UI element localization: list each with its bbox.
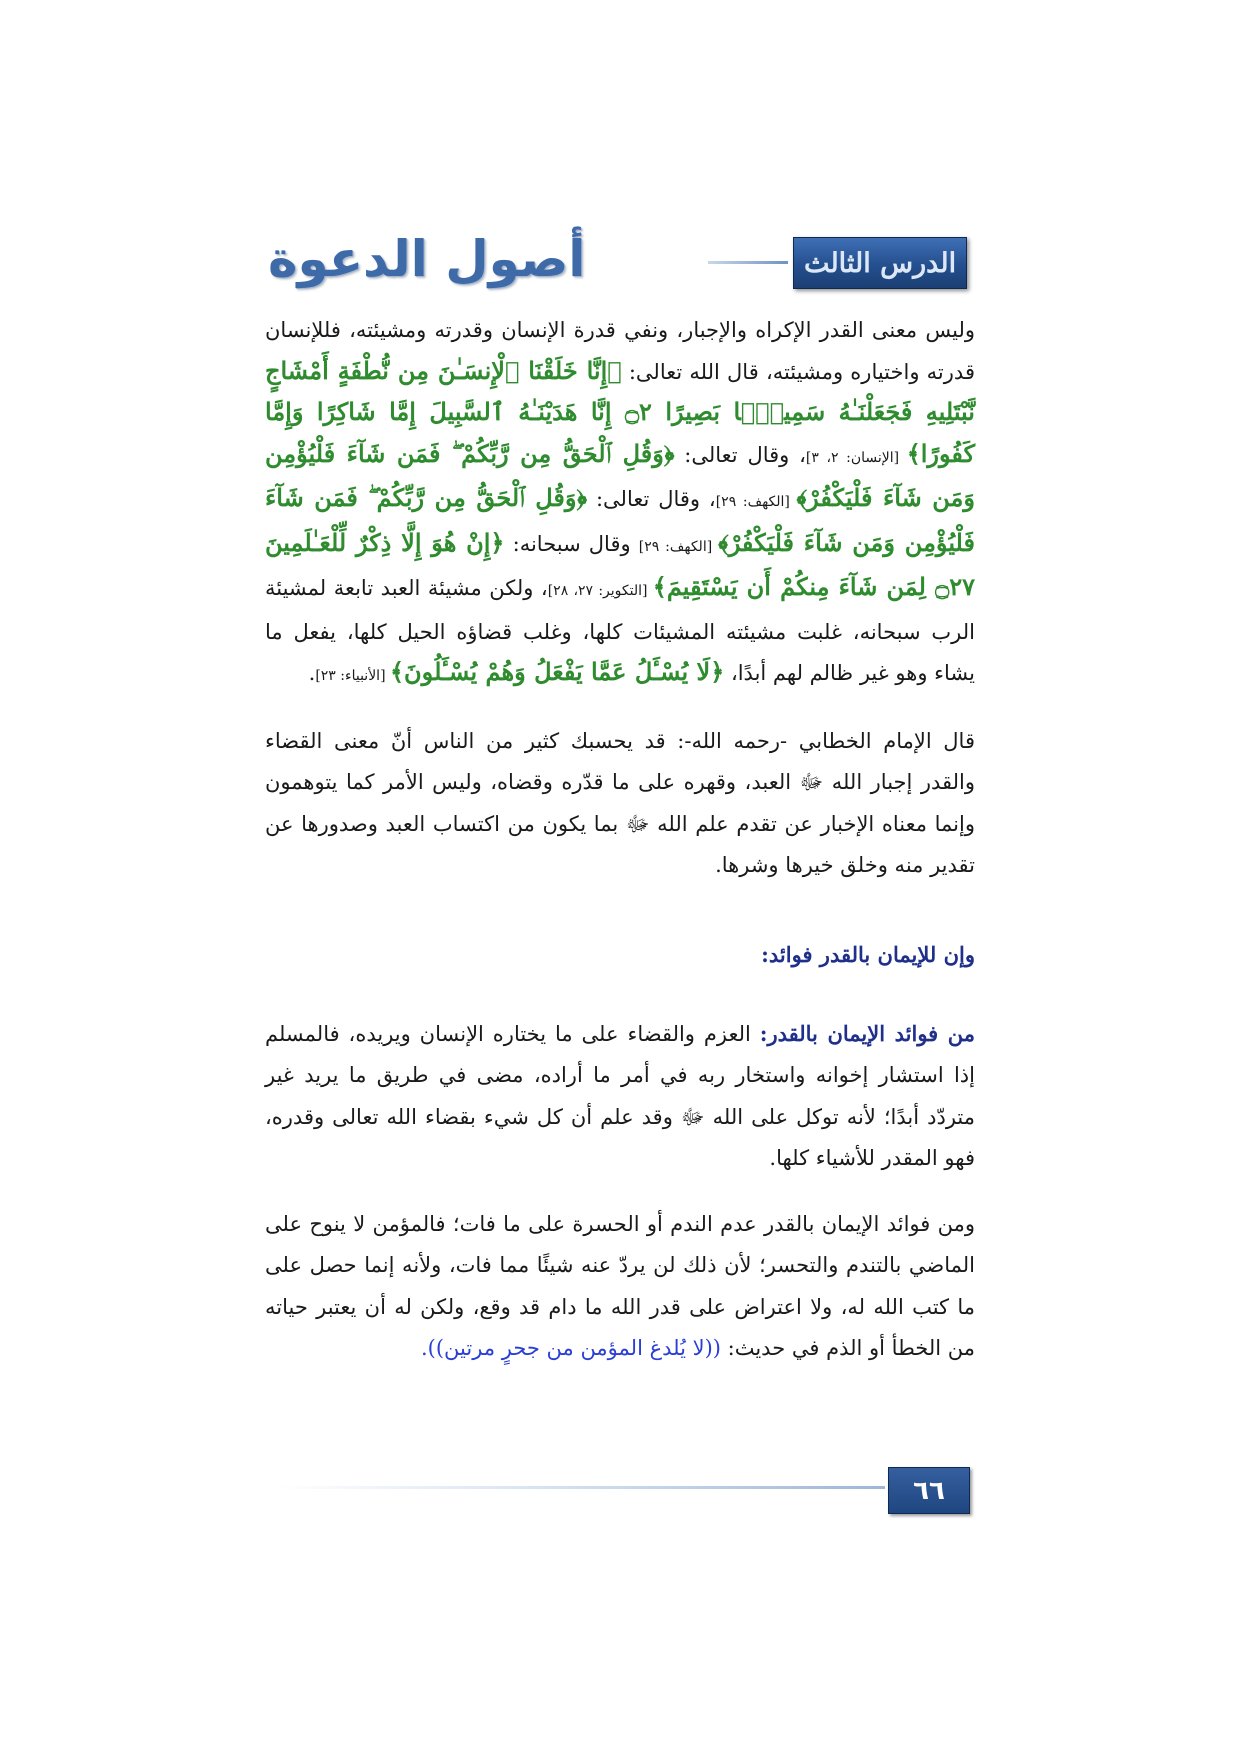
paragraph-khattabi-quote: قال الإمام الخطابي -رحمه الله-: قد يحسبك كثير من الناس أنّ معنى القضاء والقدر إجبار الله ﷻ العبد، وقهره على ما قدّره وقضاه، وليس الأمر كما يتوهمون وإنما معناه الإخبار عن تقدم علم الله ﷻ بما يكون من اكتساب العبد وصدورها عن تقدير منه وخلق خيرها وشرها. (265, 728, 976, 877)
header-divider (708, 261, 788, 264)
page-content (265, 310, 975, 1370)
hadith-quote: ((لا يُلدغ المؤمن من جحرٍ مرتين)). (421, 1336, 721, 1360)
footer-divider (275, 1486, 885, 1489)
quran-verse: ﴿وَقُلِ ٱلْحَقُّ مِن رَّبِّكُمْ ۖ فَمَن شَآءَ فَلْيُؤْمِن وَمَن شَآءَ فَلْيَكْفُرْ﴾ (265, 438, 975, 512)
paragraph-benefit-resolve (265, 1013, 975, 1180)
quran-verse: ﴿إِنْ هُوَ إِلَّا ذِكْرٌ لِّلْعَـٰلَمِينَ ۝٢٧ لِمَن شَآءَ مِنكُمْ أَن يَسْتَقِيمَ﴾ (265, 527, 976, 601)
text-span: ، ولكن مشيئة العبد تابعة لمشيئة الرب سبحانه، غلبت مشيئته المشيئات كلها، وغلب قضاؤه الحيل كلها، يفعل ما يشاء وهو غير ظالم لهم أبدًا، (265, 576, 975, 685)
paragraph-qadar-meaning (265, 310, 975, 697)
text-span: وليس معنى القدر الإكراه والإجبار، ونفي قدرة الإنسان وقدرته ومشيئته، فللإنسان قدرته واختياره ومشيئته، قال الله تعالى: (265, 318, 975, 384)
page-header (0, 225, 1240, 295)
benefit-lead: من فوائد الإيمان بالقدر: (759, 1020, 975, 1046)
verse-reference: [الإنسان: ٢، ٣] (805, 449, 907, 466)
verse-reference: [الكهف: ٢٩] (638, 538, 719, 555)
lesson-label: الدرس الثالث (803, 247, 957, 279)
text-span: ، وقال تعالى: (587, 487, 716, 511)
page-number: ٦٦ (888, 1467, 970, 1514)
quran-verse: ﴿وَقُلِ ٱلْحَقُّ مِن رَّبِّكُمْ ۖ فَمَن شَآءَ فَلْيُؤْمِن وَمَن شَآءَ فَلْيَكْفُرْ﴾ (265, 483, 975, 557)
verse-reference: [الأنبياء: ٢٣] (315, 668, 390, 684)
paragraph-benefit-no-regret (265, 1204, 975, 1370)
quran-verse: ﴿لَا يُسْـَٔلُ عَمَّا يَفْعَلُ وَهُمْ يُسْـَٔلُونَ﴾ (389, 657, 725, 686)
quran-verse: ﴿إِنَّا خَلَقْنَا ٱلْإِنسَـٰنَ مِن نُّطْفَةٍ أَمْشَاجٍ نَّبْتَلِيهِ فَجَعَلْنَـٰهُ سَمِيعًۢا بَصِيرًا ۝٢ إِنَّا هَدَيْنَـٰهُ ٱلسَّبِيلَ إِمَّا شَاكِرًا وَإِمَّا كَفُورًا﴾ (265, 355, 975, 468)
text-span: ، وقال تعالى: (674, 442, 806, 467)
text-span: العزم والقضاء على ما يختاره الإنسان ويريده، فالمسلم إذا استشار إخوانه واستخار ربه في أمر ما أراده، مضى في طريق ما يريد غير متردّد أبدًا؛ لأنه توكل على الله ﷻ وقد علم أن كل شيء بقضاء الله تعالى وقدره، فهو المقدر للأشياء كلها. (265, 1021, 975, 1170)
text-span: ومن فوائد الإيمان بالقدر عدم الندم أو الحسرة على ما فات؛ فالمؤمن لا ينوح على الماضي بالتندم والتحسر؛ لأن ذلك لن يردّ عنه شيئًا مما فات، ولأنه إنما حصل على ما كتب الله له، ولا اعتراض على قدر الله ما دام قد وقع، ولكن له أن يعتبر حياته من الخطأ أو الذم في حديث: (265, 1211, 976, 1360)
book-title: أصول الدعوة (268, 230, 586, 288)
lesson-badge (793, 237, 967, 289)
text-span: . (308, 661, 316, 685)
verse-reference: [التكوير: ٢٧، ٢٨] (547, 583, 653, 599)
text-span: وقال سبحانه: (504, 531, 639, 556)
verse-reference: [الكهف: ٢٩] (715, 494, 797, 510)
section-heading: وإن للإيمان بالقدر فوائد: (761, 941, 975, 967)
